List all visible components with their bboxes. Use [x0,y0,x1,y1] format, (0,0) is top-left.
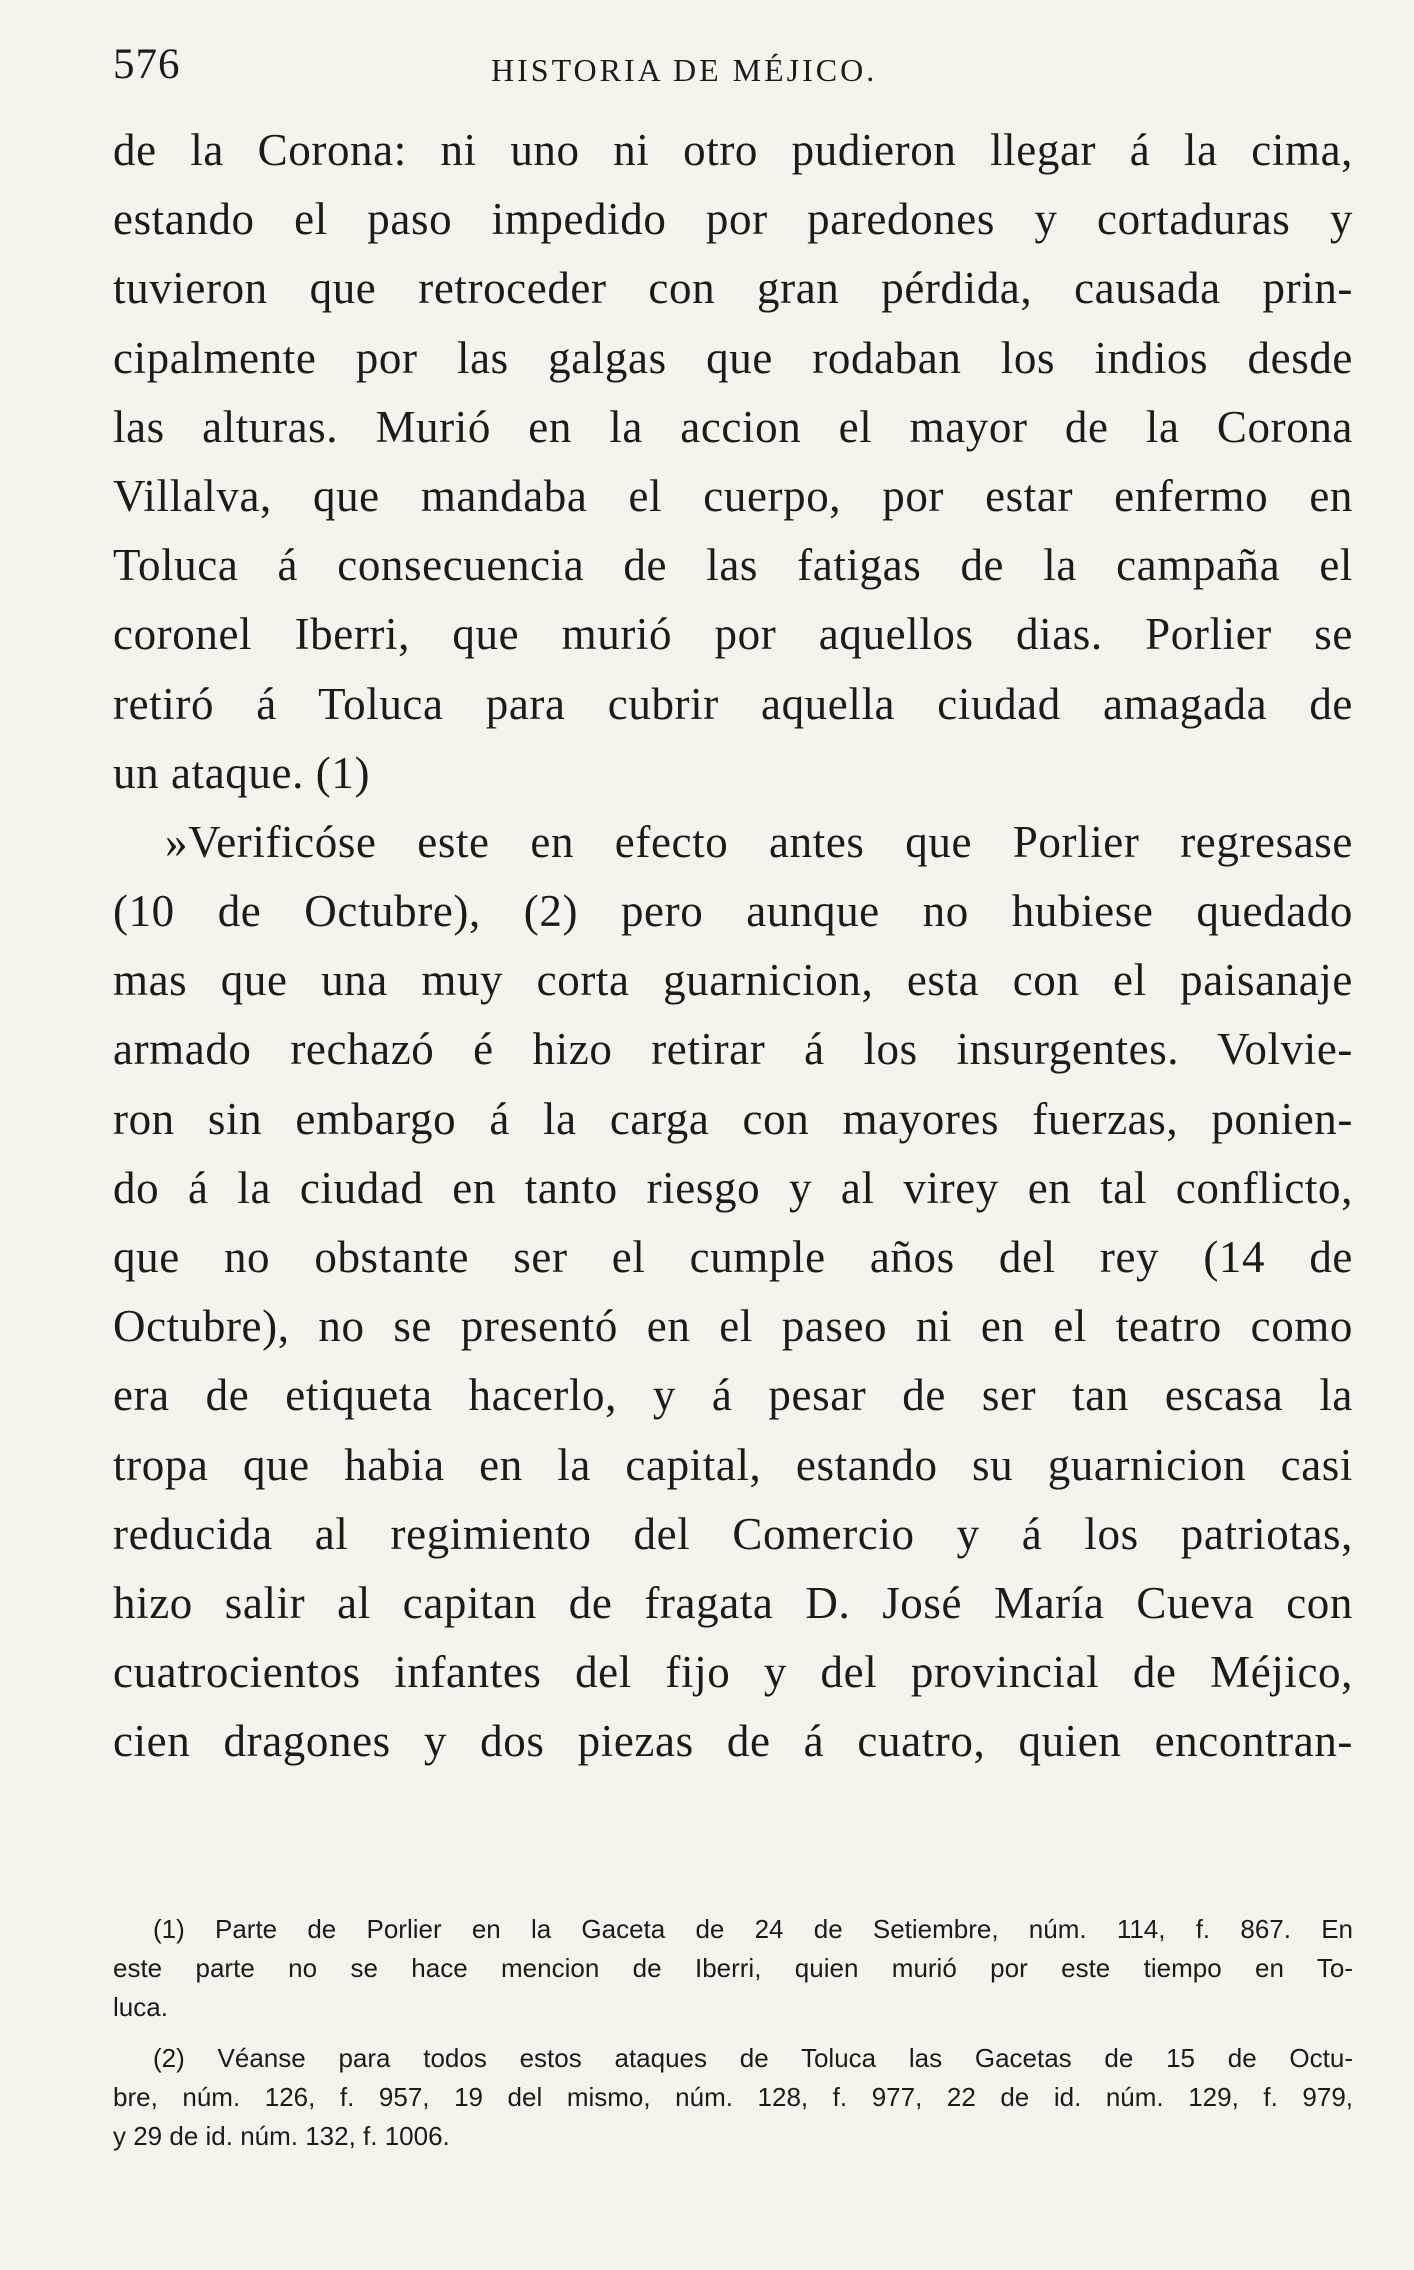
text-line: un ataque. (1) [113,747,371,798]
text-line: tuvieron que retroceder con gran pérdida, causada prin- [113,263,1353,314]
text-line: Octubre), no se presentó en el paseo ni en el teatro como [113,1301,1353,1352]
footnotes [113,1910,1353,2156]
text-line: que no obstante ser el cumple años del rey (14 de [113,1232,1353,1282]
text-line: cipalmente por las galgas que rodaban los indios desde [113,332,1353,383]
page-number: 576 [113,41,181,88]
footnote-line: y 29 de id. núm. 132, f. 1006. [113,2121,450,2151]
text-line: armado rechazó é hizo retirar á los insurgentes. Volvie- [113,1024,1353,1075]
text-line: ron sin embargo á la carga con mayores fuerzas, ponien- [113,1093,1353,1144]
text-line: cuatrocientos infantes del fijo y del provincial de Méjico, [113,1647,1353,1698]
text-line: era de etiqueta hacerlo, y á pesar de ser tan escasa la [113,1370,1353,1421]
text-line: las alturas. Murió en la accion el mayor de la Corona [113,401,1353,452]
text-line: hizo salir al capitan de fragata D. José María Cueva con [113,1577,1353,1628]
text-line: »Verificóse este en efecto antes que Porlier regresase [165,816,1353,867]
text-line: cien dragones y dos piezas de á cuatro, quien encontran- [113,1716,1353,1767]
footnote-line: luca. [113,1992,168,2022]
running-head: HISTORIA DE MÉJICO. [491,52,878,88]
footnote-spacer [113,2027,1353,2039]
text-line: retiró á Toluca para cubrir aquella ciudad amagada de [113,678,1353,729]
text-line: de la Corona: ni uno ni otro pudieron llegar á la cima, [113,125,1353,175]
text-line: coronel Iberri, que murió por aquellos dias. Porlier se [113,609,1353,660]
text-line: mas que una muy corta guarnicion, esta con el paisanaje [113,955,1353,1006]
footnote-1 [113,1910,1353,2027]
text-line: Toluca á consecuencia de las fatigas de la campaña el [113,540,1353,591]
body-text [113,116,1353,1777]
footnote-line: bre, núm. 126, f. 957, 19 del mismo, núm. 128, f. 977, 22 de id. núm. 129, f. 979, [113,2082,1353,2112]
text-line: (10 de Octubre), (2) pero aunque no hubiese quedado [113,886,1353,937]
footnote-line: (2) Véanse para todos estos ataques de Toluca las Gacetas de 15 de Octu- [153,2043,1353,2073]
text-line: estando el paso impedido por paredones y cortaduras y [113,194,1353,245]
page-header [113,40,1353,100]
footnote-line: este parte no se hace mencion de Iberri, quien murió por este tiempo en To- [113,1953,1353,1983]
text-line: Villalva, que mandaba el cuerpo, por estar enfermo en [113,470,1353,521]
text-line: reducida al regimiento del Comercio y á los patriotas, [113,1508,1353,1559]
text-line: do á la ciudad en tanto riesgo y al virey en tal conflicto, [113,1162,1353,1213]
footnote-line: (1) Parte de Porlier en la Gaceta de 24 de Setiembre, núm. 114, f. 867. En [153,1914,1353,1944]
footnote-2 [113,2039,1353,2156]
text-line: tropa que habia en la capital, estando su guarnicion casi [113,1439,1353,1490]
